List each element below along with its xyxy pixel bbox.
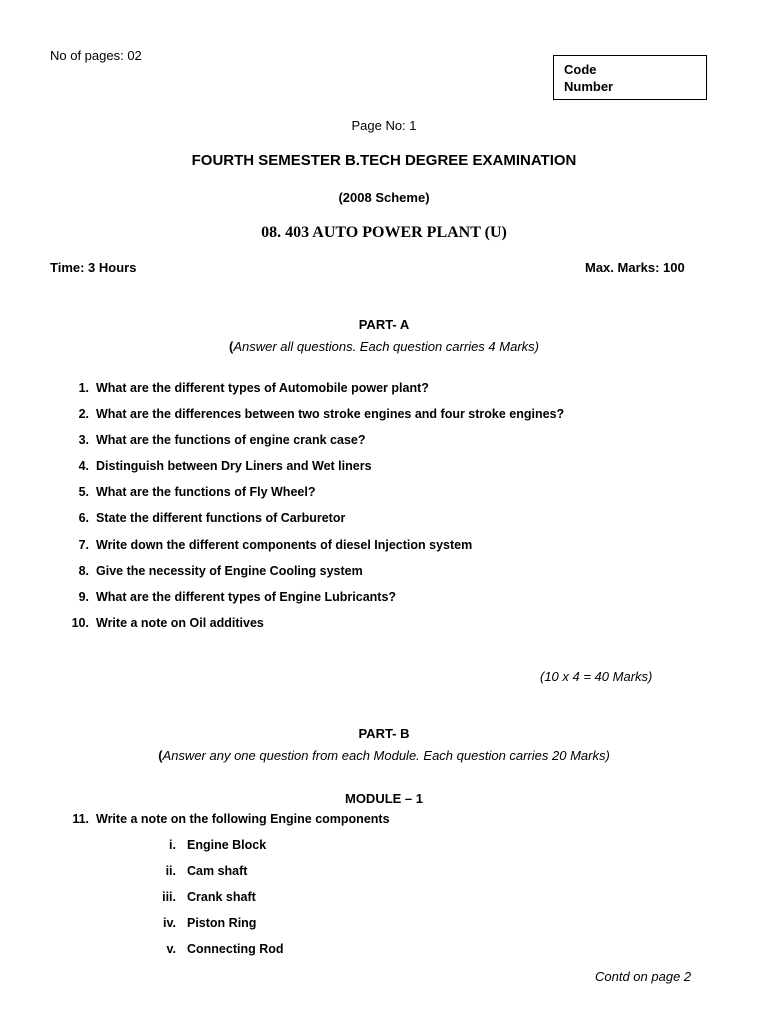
question-text: What are the functions of engine crank case? (96, 433, 366, 447)
part-a-instruction-text: Answer all questions. Each question carries 4 Marks) (233, 339, 539, 354)
part-b-instruction (0, 748, 768, 763)
sub-item-text: Cam shaft (187, 864, 248, 878)
code-number-box (553, 55, 707, 100)
sub-item-number: iii. (162, 890, 176, 904)
max-marks: Max. Marks: 100 (585, 260, 685, 275)
exam-time: Time: 3 Hours (50, 260, 137, 275)
question-text: Give the necessity of Engine Cooling system (96, 564, 363, 578)
question-text: Distinguish between Dry Liners and Wet liners (96, 459, 372, 473)
question-number: 6. (78, 511, 89, 525)
part-a-heading: PART- A (358, 317, 410, 332)
continued-note: Contd on page 2 (595, 969, 692, 984)
sub-item-number: i. (169, 838, 176, 852)
number-label: Number (564, 79, 614, 94)
question-number: 8. (78, 564, 89, 578)
question-text: Write a note on Oil additives (96, 616, 264, 630)
page-count: No of pages: 02 (50, 48, 142, 63)
question-text: Write a note on the following Engine components (96, 812, 390, 826)
question-number: 3. (78, 433, 89, 447)
code-label: Code (564, 62, 597, 77)
question-text: State the different functions of Carburetor (96, 511, 346, 525)
sub-item-text: Piston Ring (187, 916, 257, 930)
question-text: What are the different types of Automobile power plant? (96, 381, 429, 395)
question-number: 9. (78, 590, 89, 604)
part-b-instruction-paren: ( (158, 748, 163, 763)
question-number: 5. (78, 485, 89, 499)
question-number: 11. (72, 812, 89, 826)
subject-title: 08. 403 AUTO POWER PLANT (U) (261, 224, 507, 241)
sub-item-number: ii. (165, 864, 176, 878)
question-number: 10. (71, 616, 89, 630)
question-text: What are the functions of Fly Wheel? (96, 485, 316, 499)
question-number: 7. (78, 538, 89, 552)
part-a-instruction (0, 339, 768, 354)
exam-scheme: (2008 Scheme) (338, 190, 430, 205)
question-number: 2. (78, 407, 89, 421)
sub-item-text: Connecting Rod (187, 942, 284, 956)
question-text: What are the different types of Engine Lubricants? (96, 590, 397, 604)
part-b-heading: PART- B (358, 726, 410, 741)
question-text: What are the differences between two stroke engines and four stroke engines? (96, 407, 565, 421)
sub-item-number: iv. (163, 916, 176, 930)
question-number: 4. (78, 459, 89, 473)
exam-title: FOURTH SEMESTER B.TECH DEGREE EXAMINATION (191, 152, 577, 169)
part-b-instruction-text: Answer any one question from each Module. Each question carries 20 Marks) (162, 748, 610, 763)
question-text: Write down the different components of diesel Injection system (96, 538, 473, 552)
sub-item-text: Engine Block (187, 838, 267, 852)
part-a-instruction-paren: ( (229, 339, 234, 354)
question-number: 1. (78, 381, 89, 395)
page-number: Page No: 1 (351, 118, 417, 133)
sub-item-number: v. (166, 942, 176, 956)
part-a-marks-summary: (10 x 4 = 40 Marks) (540, 669, 653, 684)
module-heading: MODULE – 1 (344, 791, 423, 806)
sub-item-text: Crank shaft (187, 890, 256, 904)
